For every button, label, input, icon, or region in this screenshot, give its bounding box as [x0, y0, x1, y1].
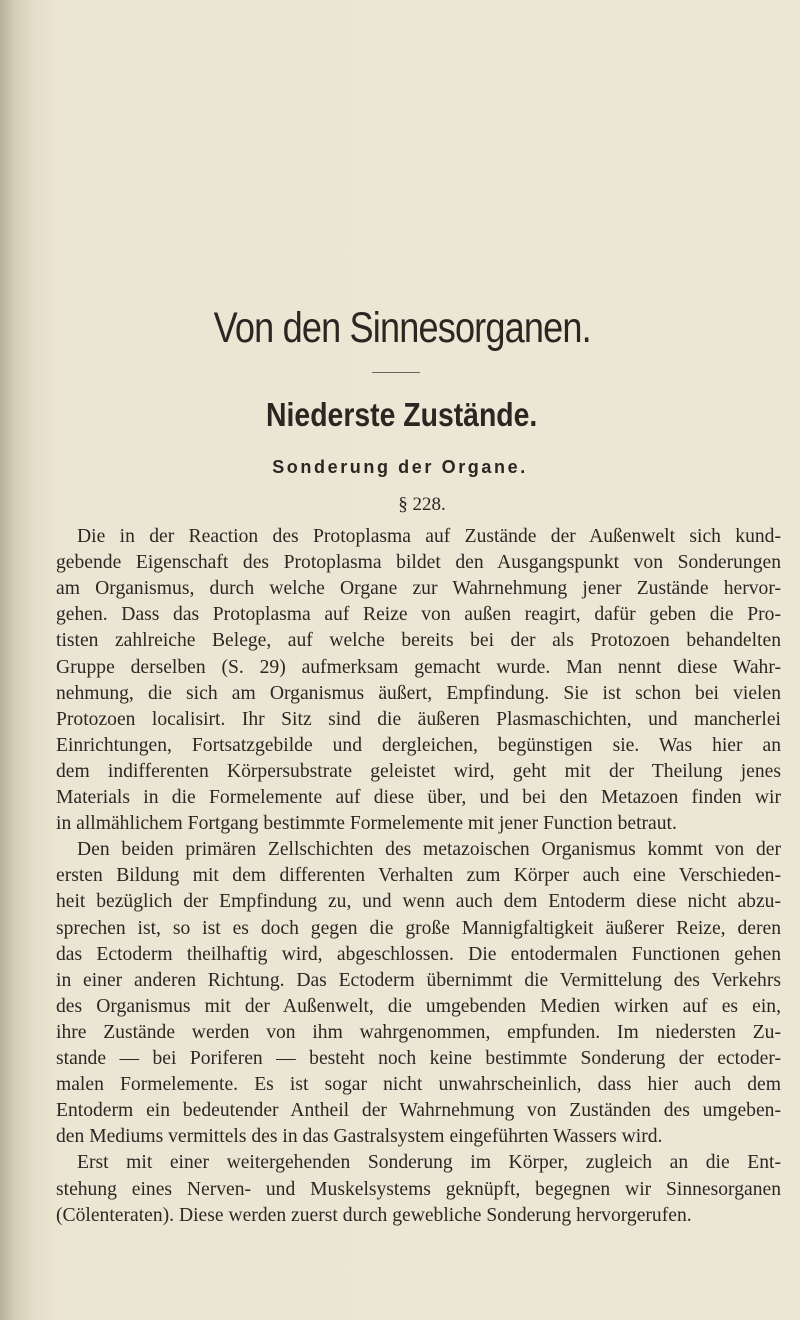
text-line: stande — bei Poriferen — besteht noch keine bestimmte Sonderung der ectoder- [56, 1048, 781, 1069]
text-line: am Organismus, durch welche Organe zur Wahrnehmung jener Zustände hervor- [56, 578, 781, 600]
title-divider [372, 372, 420, 373]
text-line: das Ectoderm theilhaftig wird, abgeschlossen. Die entodermalen Functionen gehen [56, 943, 781, 965]
text-line: Entoderm ein bedeutender Antheil der Wahrnehmung von Zuständen des umgeben- [56, 1100, 781, 1122]
text-line: ersten Bildung mit dem differenten Verhalten zum Körper auch eine Verschieden- [56, 865, 781, 887]
text-line: dem indifferenten Körpersubstrate geleistet wird, geht mit der Theilung jenes [56, 760, 781, 782]
text-line: sprechen ist, so ist es doch gegen die große Mannigfaltigkeit äußerer Reize, deren [56, 917, 781, 939]
text-line: den Mediums vermittels des in das Gastralsystem eingeführten Wassers wird. [56, 1126, 663, 1148]
text-line: Einrichtungen, Fortsatzgebilde und dergleichen, begünstigen sie. Was hier an [56, 734, 781, 756]
text-line: Protozoen localisirt. Ihr Sitz sind die äußeren Plasmaschichten, und mancherlei [56, 708, 781, 730]
text-line: in allmählichem Fortgang bestimmte Formelemente mit jener Function betraut. [56, 813, 677, 835]
text-line: Den beiden primären Zellschichten des metazoischen Organismus kommt von der [77, 839, 781, 861]
paragraph-number: § 228. [398, 494, 446, 515]
text-line: des Organismus mit der Außenwelt, die umgebenden Medien wirken auf es ein, [56, 995, 781, 1017]
text-line: tisten zahlreiche Belege, auf welche bereits bei der als Protozoen behandelten [56, 630, 781, 652]
text-line: Die in der Reaction des Protoplasma auf Zustände der Außenwelt sich kund- [77, 526, 781, 547]
text-line: gehen. Dass das Protoplasma auf Reize von außen reagirt, dafür geben die Pro- [56, 604, 781, 626]
text-line: nehmung, die sich am Organismus äußert, Empfindung. Sie ist schon bei vielen [56, 682, 781, 704]
text-line: in einer anderen Richtung. Das Ectoderm übernimmt die Vermittelung des Verkehrs [56, 969, 781, 991]
text-line: Gruppe derselben (S. 29) aufmerksam gemacht wurde. Man nennt diese Wahr- [56, 656, 781, 678]
text-line: ihre Zustände werden von ihm wahrgenommen, empfunden. Im niedersten Zu- [56, 1021, 781, 1043]
text-line: (Cölenteraten). Diese werden zuerst durch gewebliche Sonderung hervorgerufen. [56, 1204, 692, 1226]
section-title: Niederste Zustände. [266, 396, 538, 433]
text-line: gebende Eigenschaft des Protoplasma bildet den Ausgangspunkt von Sonderungen [56, 552, 781, 574]
text-line: Materials in die Formelemente auf diese über, und bei den Metazoen finden wir [56, 787, 781, 808]
text-line: stehung eines Nerven- und Muskelsystems geknüpft, begegnen wir Sinnesorganen [56, 1178, 781, 1200]
text-line: malen Formelemente. Es ist sogar nicht unwahrscheinlich, dass hier auch dem [56, 1074, 781, 1096]
text-line: Erst mit einer weitergehenden Sonderung im Körper, zugleich an die Ent- [77, 1152, 781, 1174]
text-line: heit bezüglich der Empfindung zu, und wenn auch dem Entoderm diese nicht abzu- [56, 891, 781, 913]
chapter-title: Von den Sinnesorganen. [213, 304, 591, 352]
subheading: Sonderung der Organe. [272, 457, 528, 477]
